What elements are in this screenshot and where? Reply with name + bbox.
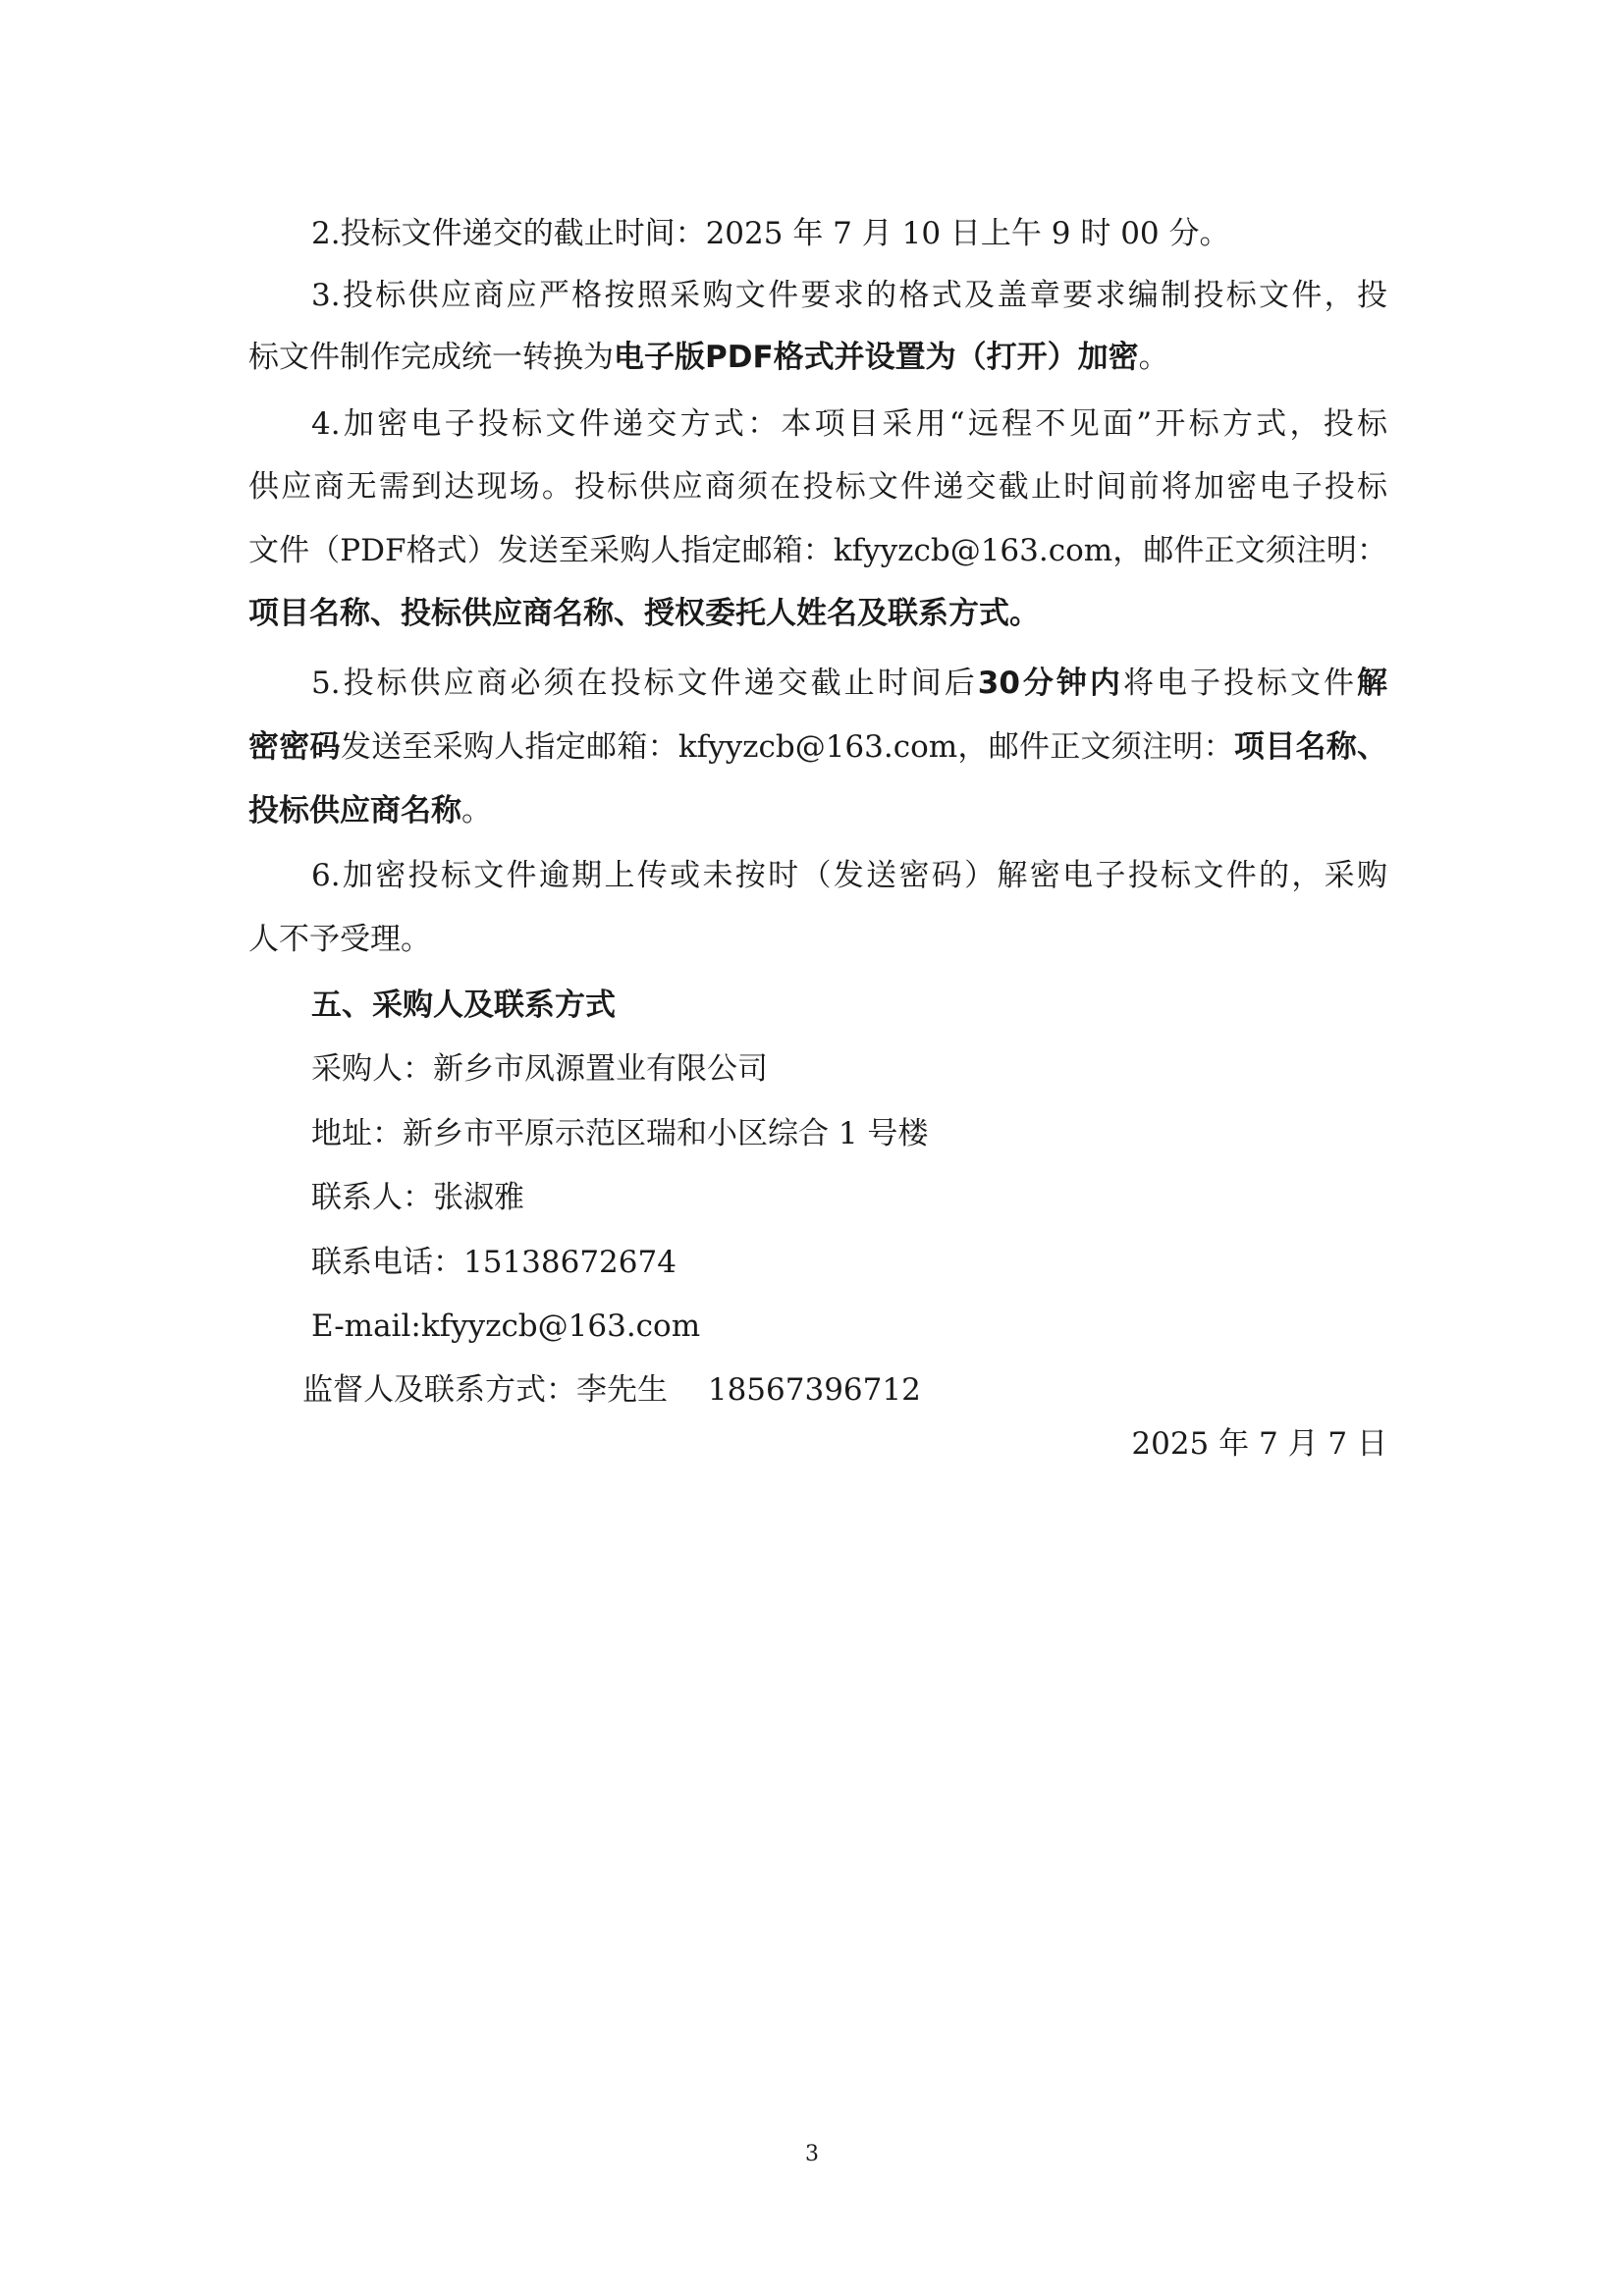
- purchaser-address: 地址：新乡市平原示范区瑞和小区综合 1 号楼: [311, 1116, 929, 1151]
- paragraph-3-emphasis: 电子版PDF格式并设置为（打开）加密: [614, 340, 1139, 375]
- contact-phone: 联系电话：15138672674: [311, 1245, 677, 1280]
- paragraph-5-text-b: 将电子投标文件: [1122, 666, 1358, 701]
- paragraph-5-text-c: 发送至采购人指定邮箱：kfyyzcb@163.com，邮件正文须注明：: [340, 729, 1234, 765]
- paragraph-3-end: 。: [1138, 340, 1169, 375]
- paragraph-4-line-3: 文件（PDF格式）发送至采购人指定邮箱：kfyyzcb@163.com，邮件正文须注明：: [248, 533, 1387, 568]
- paragraph-5-line-2: [248, 727, 1387, 767]
- paragraph-5-emphasis-supplier: 投标供应商名称: [248, 793, 461, 828]
- supervisor-contact: 监督人及联系方式：李先生 18567396712: [302, 1372, 921, 1408]
- document-date: 2025 年 7 月 7 日: [1131, 1426, 1387, 1462]
- purchaser-name: 采购人：新乡市凤源置业有限公司: [311, 1051, 768, 1087]
- paragraph-3-line-2: [248, 338, 1387, 377]
- paragraph-4-line-1: 4.加密电子投标文件递交方式：本项目采用“远程不见面”开标方式，投标: [311, 406, 1387, 442]
- paragraph-4-line-4: 项目名称、投标供应商名称、授权委托人姓名及联系方式。: [248, 596, 1040, 631]
- contact-person: 联系人：张淑雅: [311, 1180, 524, 1215]
- paragraph-6-line-2: 人不予受理。: [248, 922, 431, 957]
- paragraph-6-line-1: 6.加密投标文件逾期上传或未按时（发送密码）解密电子投标文件的，采购: [311, 858, 1387, 893]
- paragraph-2-line-1: 2.投标文件递交的截止时间：2025 年 7 月 10 日上午 9 时 00 分。: [311, 216, 1230, 251]
- paragraph-5-emphasis-project: 项目名称、: [1233, 729, 1388, 765]
- paragraph-5-line-1: [311, 664, 1387, 703]
- paragraph-5-emphasis-password: 密密码: [248, 729, 341, 765]
- page-number: 3: [805, 2142, 819, 2166]
- paragraph-4-line-2: 供应商无需到达现场。投标供应商须在投标文件递交截止时间前将加密电子投标: [248, 469, 1387, 505]
- paragraph-5-emphasis-time: 30分钟内: [977, 666, 1123, 701]
- paragraph-3-text: 标文件制作完成统一转换为: [248, 340, 614, 375]
- paragraph-5-line-3: [248, 791, 1387, 830]
- paragraph-5-text-a: 5.投标供应商必须在投标文件递交截止时间后: [311, 666, 978, 701]
- section-5-heading: 五、采购人及联系方式: [311, 988, 616, 1023]
- paragraph-5-end: 。: [461, 793, 492, 828]
- contact-email: E-mail:kfyyzcb@163.com: [311, 1308, 701, 1344]
- paragraph-5-emphasis-decrypt: 解: [1357, 666, 1388, 701]
- paragraph-3-line-1: 3.投标供应商应严格按照采购文件要求的格式及盖章要求编制投标文件，投: [311, 278, 1387, 313]
